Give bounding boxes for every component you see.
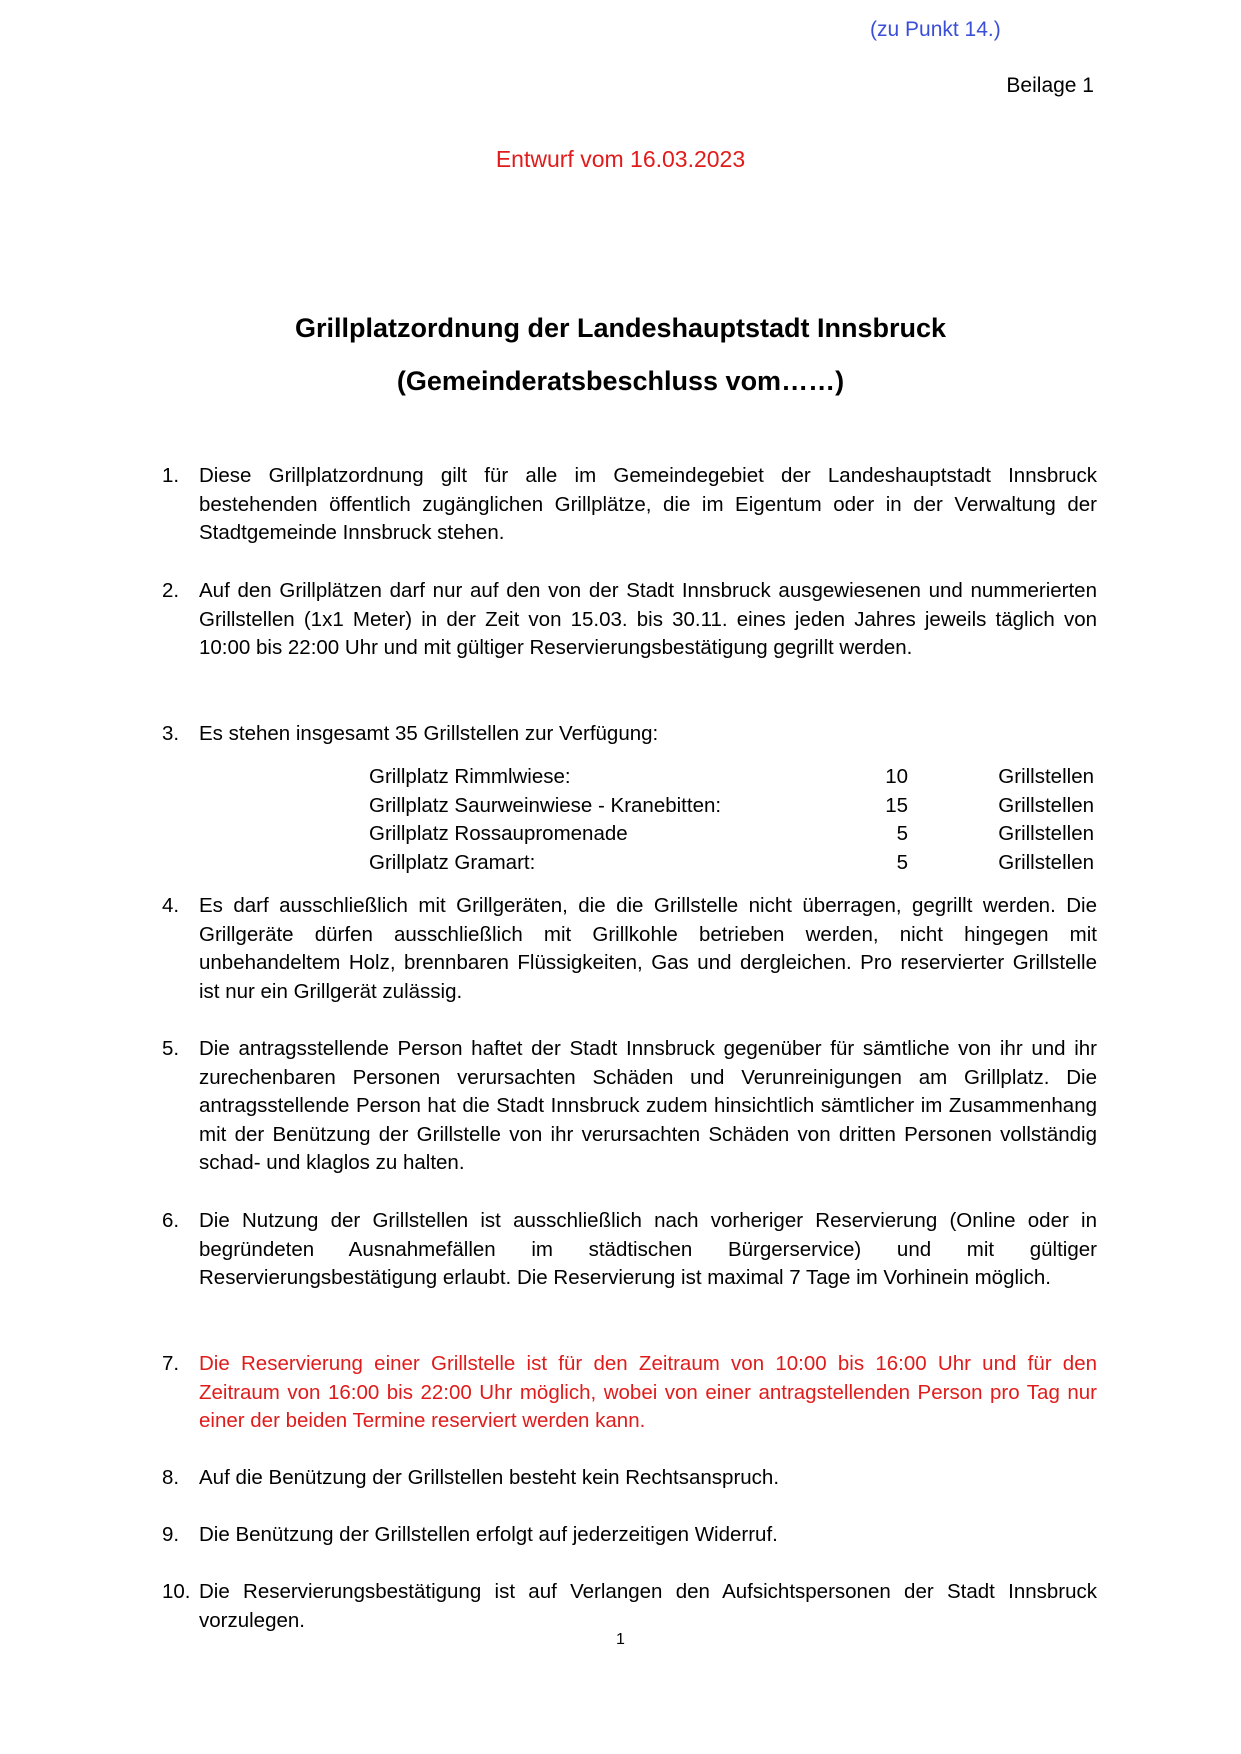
item-number: 4.	[162, 894, 180, 917]
site-count: 5	[896, 850, 908, 874]
list-item	[162, 577, 1097, 663]
site-unit: Grillstellen	[998, 850, 1094, 874]
list-item	[162, 1521, 1097, 1550]
document-subtitle: (Gemeinderatsbeschluss vom……)	[396, 366, 845, 396]
site-name: Grillplatz Gramart:	[369, 850, 536, 874]
list-item	[162, 892, 1097, 1006]
item-number: 7.	[162, 1352, 180, 1375]
item-text: Die Nutzung der Grillstellen ist ausschließlich nach vorheriger Reservierung (Online oder in begründeten Ausnahmefällen im städtischen Bürgerservice) und mit gültiger Reservierungsbestätigung erlaubt. Die Reservierung ist maximal 7 Tage im Vorhinein möglich.	[199, 1209, 1097, 1289]
item-text: Diese Grillplatzordnung gilt für alle im Gemeindegebiet der Landeshauptstadt Innsbruck bestehenden öffentlich zugänglichen Grillplätze, die im Eigentum oder in der Verwaltung der Stadtgemeinde Innsbruck stehen.	[199, 464, 1097, 544]
attachment-label: Beilage 1	[1006, 74, 1094, 97]
site-count: 10	[885, 765, 908, 788]
draft-date: Entwurf vom 16.03.2023	[495, 146, 746, 172]
item-number: 2.	[162, 579, 180, 602]
item-text-highlighted: Die Reservierung einer Grillstelle ist für den Zeitraum von 10:00 bis 16:00 Uhr und für den Zeitraum von 16:00 bis 22:00 Uhr möglich, wobei von einer antragstellenden Person pro Tag nur einer der beiden Termine reserviert werden kann.	[199, 1352, 1097, 1432]
item-text: Auf den Grillplätzen darf nur auf den von der Stadt Innsbruck ausgewiesenen und nummerierten Grillstellen (1x1 Meter) in der Zeit von 15.03. bis 30.11. eines jeden Jahres jeweils täglich von 10:00 bis 22:00 Uhr und mit gültiger Reservierungsbestätigung gegrillt werden.	[199, 579, 1097, 659]
site-name: Grillplatz Rossaupromenade	[369, 822, 628, 845]
item-text: Die antragsstellende Person haftet der Stadt Innsbruck gegenüber für sämtliche von ihr und ihr zurechenbaren Personen verursachten Schäden und Verunreinigungen am Grillplatz. Die antragsstellende Person hat die Stadt Innsbruck zudem hinsichtlich sämtlicher im Zusammenhang mit der Benützung der Grillstelle von ihr verursachten Schäden von dritten Personen vollständig schad- und klaglos zu halten.	[199, 1037, 1097, 1174]
grill-site-row	[369, 792, 1094, 821]
item-number: 1.	[162, 464, 180, 487]
reference-note: (zu Punkt 14.)	[870, 18, 1001, 41]
site-name: Grillplatz Saurweinwiese - Kranebitten:	[369, 793, 722, 817]
item-text: Die Benützung der Grillstellen erfolgt auf jederzeitigen Widerruf.	[199, 1523, 778, 1546]
document-title: Grillplatzordnung der Landeshauptstadt Innsbruck	[294, 313, 947, 343]
grill-site-row	[369, 849, 1094, 878]
item-number: 8.	[162, 1466, 180, 1489]
list-item	[162, 1350, 1097, 1436]
site-unit: Grillstellen	[998, 765, 1094, 788]
list-item	[162, 1035, 1097, 1178]
site-unit: Grillstellen	[998, 822, 1094, 845]
site-name: Grillplatz Rimmlwiese:	[369, 765, 571, 788]
grill-sites-table	[369, 763, 1094, 877]
list-item	[162, 462, 1097, 548]
item-text: Auf die Benützung der Grillstellen besteht kein Rechtsanspruch.	[199, 1466, 780, 1489]
item-text: Es stehen insgesamt 35 Grillstellen zur Verfügung:	[199, 722, 659, 745]
list-item	[162, 720, 1097, 749]
site-unit: Grillstellen	[998, 793, 1094, 817]
grill-site-row	[369, 763, 1094, 792]
site-count: 5	[896, 822, 908, 845]
item-text: Die Reservierungsbestätigung ist auf Verlangen den Aufsichtspersonen der Stadt Innsbruck vorzulegen.	[199, 1580, 1097, 1632]
list-item	[162, 1464, 1097, 1493]
item-number: 5.	[162, 1037, 180, 1060]
item-number: 6.	[162, 1209, 180, 1232]
item-number: 10.	[162, 1580, 191, 1603]
site-count: 15	[885, 793, 908, 817]
list-item	[162, 1578, 1097, 1635]
item-number: 3.	[162, 722, 180, 745]
item-number: 9.	[162, 1523, 180, 1546]
page-number: 1	[616, 1631, 625, 1648]
list-item	[162, 1207, 1097, 1293]
item-text: Es darf ausschließlich mit Grillgeräten, die die Grillstelle nicht überragen, gegrillt werden. Die Grillgeräte dürfen ausschließlich mit Grillkohle betrieben werden, nicht hingegen mit unbehandeltem Holz, brennbaren Flüssigkeiten, Gas und dergleichen. Pro reservierter Grillstelle ist nur ein Grillgerät zulässig.	[199, 894, 1097, 1003]
grill-site-row	[369, 820, 1094, 849]
